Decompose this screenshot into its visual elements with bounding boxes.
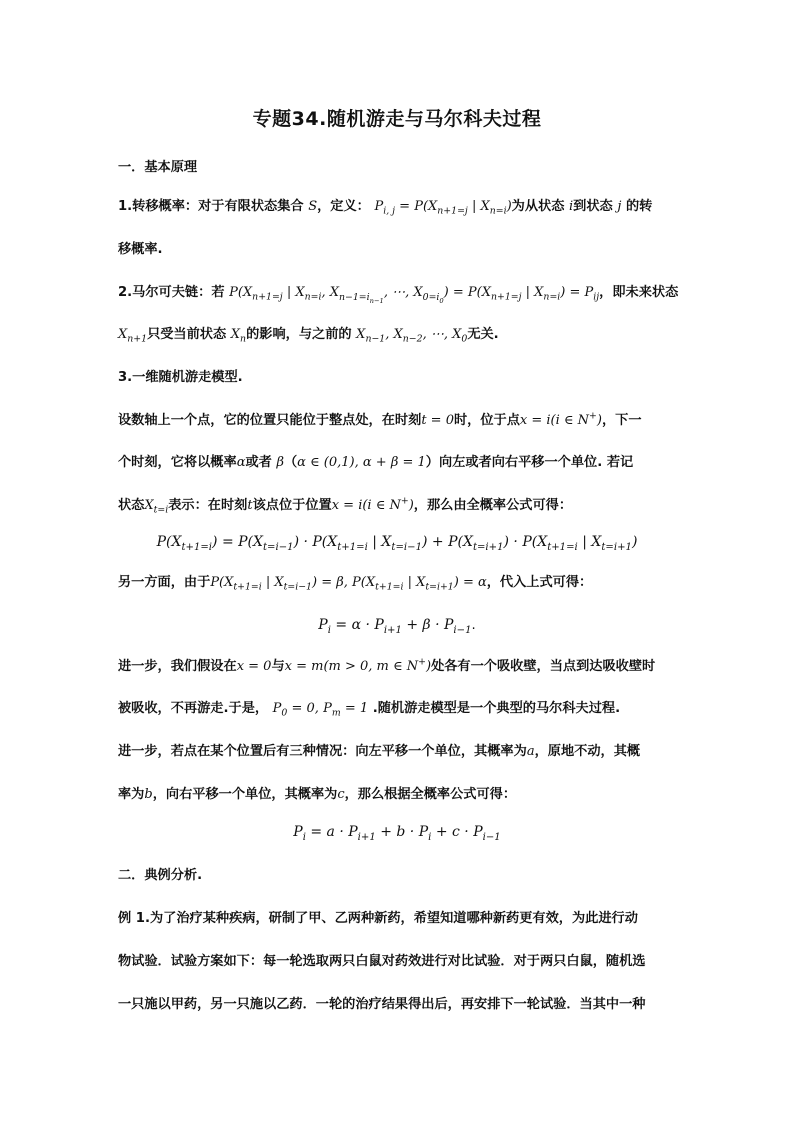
formula-transition-definition: $P_{i, j} = P(X_{n+1=j}$ | $X_{n=i}$) xyxy=(374,199,512,217)
paragraph-transition-probability: 1.转移概率：对于有限状态集合 S，定义： $P_{i, j} = P(X_{n+1=j}$ | $X_{n=i}$)为从状态 i到状态 j 的转 xyxy=(118,199,653,217)
random-walk-line-7: 进一步，若点在某个位置后有三种情况：向左平移一个单位，其概率为a，原地不动，其概 xyxy=(118,744,641,759)
paragraph-transition-probability-cont: 移概率. xyxy=(118,242,163,257)
page-title: 专题34.随机游走与马尔科夫过程 xyxy=(252,108,542,130)
section-heading-examples: 二．典例分析. xyxy=(118,868,203,883)
paragraph-random-walk-heading: 3.一维随机游走模型. xyxy=(118,370,243,385)
example-1-line-2: 物试验．试验方案如下：每一轮选取两只白鼠对药效进行对比试验．对于两只白鼠，随机选 xyxy=(118,954,646,969)
formula-recurrence: $P_i = \alpha \cdot P_{i+1} + \beta \cdot P_{i-1}$. xyxy=(318,617,476,636)
formula-state-set: S xyxy=(308,199,318,214)
formula-three-case-recurrence: $P_i = a \cdot P_{i+1} + b \cdot P_i + c \cdot P_{i-1}$ xyxy=(293,824,501,843)
random-walk-line-5: 进一步，我们假设在x = 0与x = m(m > 0, m ∈ N+)处各有一个吸收壁，当点到达吸收壁时 xyxy=(118,656,656,674)
formula-total-probability: $P(X_{t+1=i}) = P(X_{t=i-1}) \cdot P(X_{t+1=i}$ | $X_{t=i-1}) + P(X_{t=i+1}) \cdot P(X_{t+1=i}$ | $X_{t=i+1}$) xyxy=(156,534,638,553)
random-walk-line-4: 另一方面，由于$P(X_{t+1=i}$ | $X_{t=i-1}) = \beta$, $P(X_{t+1=i}$ | $X_{t=i+1}) = \alpha$，代入上式可得： xyxy=(118,575,593,593)
section-heading-basic-principles: 一．基本原理 xyxy=(118,160,198,175)
random-walk-line-8: 率为b，向右平移一个单位，其概率为c，那么根据全概率公式可得： xyxy=(118,787,517,802)
random-walk-line-1: 设数轴上一个点，它的位置只能位于整点处，在时刻t = 0时，位于点x = i(i ∈ N+)，下一 xyxy=(118,410,642,428)
paragraph-markov-chain-cont: $X_{n+1}$只受当前状态 $X_n$的影响，与之前的 $X_{n-1}$, $X_{n-2}$, ⋯, $X_0$无关. xyxy=(118,327,499,345)
random-walk-line-3: 状态$X_{t=i}$表示：在时刻t该点位于位置x = i(i ∈ N+)，那么由全概率公式可得： xyxy=(118,495,573,516)
example-1-line-1: 例 1.为了治疗某种疾病，研制了甲、乙两种新药，希望知道哪种新药更有效，为此进行动 xyxy=(118,911,638,926)
example-1-line-3: 一只施以甲药，另一只施以乙药．一轮的治疗结果得出后，再安排下一轮试验．当其中一种 xyxy=(118,997,646,1012)
random-walk-line-2: 个时刻，它将以概率α或者 β（α ∈ (0,1), α + β = 1）向左或者向右平移一个单位. 若记 xyxy=(118,455,634,470)
paragraph-markov-chain: 2.马尔可夫链：若 $P(X_{n+1=j}$ | $X_{n=i}$, $X_{n-1=i_{n-1}}$, ⋯, $X_{0=i_0}) = P(X_{n+1=j}$ | $X_{n=i}) = P_{ij}$，即未来状态 xyxy=(118,285,679,305)
formula-markov-property: $P(X_{n+1=j}$ | $X_{n=i}$, $X_{n-1=i_{n-1}}$, ⋯, $X_{0=i_0}) = P(X_{n+1=j}$ | $X_{n=i}) = P_{ij}$ xyxy=(229,285,600,305)
random-walk-line-6: 被吸收，不再游走.于是， $P_0 = 0$, $P_m = 1$ .随机游走模型是一个典型的马尔科夫过程. xyxy=(118,701,621,719)
